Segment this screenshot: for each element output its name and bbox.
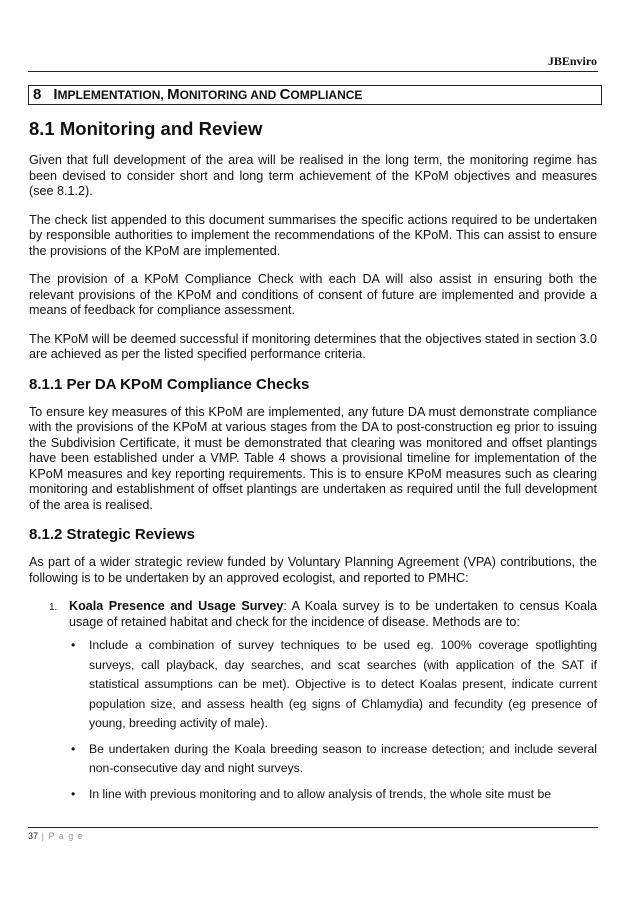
bullet-list <box>69 636 597 804</box>
page-number: 37 <box>28 831 39 841</box>
chapter-heading <box>28 85 602 105</box>
bullet-text: Include a combination of survey techniques to be used eg. 100% coverage spotlighting surveys, call playback, day searches, and scat searches (with application of the SAT if statistical assumptions can be met). Objective is to detect Koalas present, indicate current population size, and assess health (eg signs of Chlamydia) and fecundity (eg presence of young, breeding activity of male). <box>89 638 597 730</box>
list-marker: 1. <box>49 602 58 613</box>
list-item-text: : A Koala survey is to be undertaken to census Koala usage of retained habitat and check for the incidence of disease. Methods are to: <box>69 599 597 629</box>
bullet-item <box>69 785 597 805</box>
footer-rule <box>28 827 598 828</box>
section-paragraph: Given that full development of the area will be realised in the long term, the monitoring regime has been devised to consider short and long term achievement of the KPoM objectives and measures (see 8.1.2). <box>29 153 597 198</box>
chapter-title-part: C <box>279 86 291 103</box>
subsection-heading: 8.1.2 Strategic Reviews <box>29 526 195 543</box>
chapter-title <box>53 86 362 103</box>
bullet-dot-icon: • <box>71 741 76 756</box>
chapter-number: 8 <box>33 86 42 103</box>
chapter-title-part: ONITORING AND <box>179 88 280 102</box>
bullet-dot-icon: • <box>71 638 76 652</box>
subsection-heading: 8.1.1 Per DA KPoM Compliance Checks <box>29 375 310 393</box>
bullet-dot-icon: • <box>71 786 76 801</box>
chapter-title-part: MPLEMENTATION, <box>57 88 168 102</box>
subsection-paragraph: To ensure key measures of this KPoM are implemented, any future DA must demonstrate compliance with the provisions of the KPoM at various stages from the DA to post-construction eg prior to issuing the Subdivision Certificate, it must be demonstrated that clearing was monitored and offset plantings have been established under a VMP. Table 4 shows a provisional timeline for implementation of the KPoM measures and key reporting requirements. This is to ensure KPoM measures such as clearing monitoring and establishment of offset plantings are undertaken as required until the full development of the area is realised. <box>29 404 597 512</box>
section-paragraph: The check list appended to this document summarises the specific actions required to be undertaken by responsible authorities to implement the recommendations of the KPoM. This can assist to ensure the provisions of the KPoM are implemented. <box>29 212 597 258</box>
section-heading: 8.1 Monitoring and Review <box>29 118 263 139</box>
bullet-item <box>69 740 597 779</box>
page-label: | P a g e <box>38 831 84 841</box>
subsection-intro: As part of a wider strategic review funded by Voluntary Planning Agreement (VPA) contributions, the following is to be undertaken by an approved ecologist, and reported to PMHC: <box>29 555 597 585</box>
list-item <box>29 599 597 804</box>
chapter-title-part: OMPLIANCE <box>290 88 363 102</box>
main-content <box>29 118 597 810</box>
header-brand: JBEnviro <box>547 54 597 68</box>
section-paragraph: The provision of a KPoM Compliance Check with each DA will also assist in ensuring both the relevant provisions of the KPoM and conditions of consent of future are implemented and provide a means of feedback for compliance assessment. <box>29 272 597 317</box>
bullet-text: In line with previous monitoring and to allow analysis of trends, the whole site must be <box>89 786 552 801</box>
numbered-list <box>29 599 597 804</box>
chapter-title-part: I <box>53 86 58 103</box>
chapter-title-part: M <box>167 86 180 103</box>
list-item-title: Koala Presence and Usage Survey <box>69 599 284 613</box>
bullet-text: Be undertaken during the Koala breeding season to increase detection; and include several non-consecutive day and night surveys. <box>89 741 597 775</box>
page-footer <box>28 831 84 841</box>
header-rule <box>28 71 598 72</box>
section-paragraph: The KPoM will be deemed successful if monitoring determines that the objectives stated in section 3.0 are achieved as per the listed specified performance criteria. <box>29 331 597 361</box>
bullet-item <box>69 636 597 734</box>
